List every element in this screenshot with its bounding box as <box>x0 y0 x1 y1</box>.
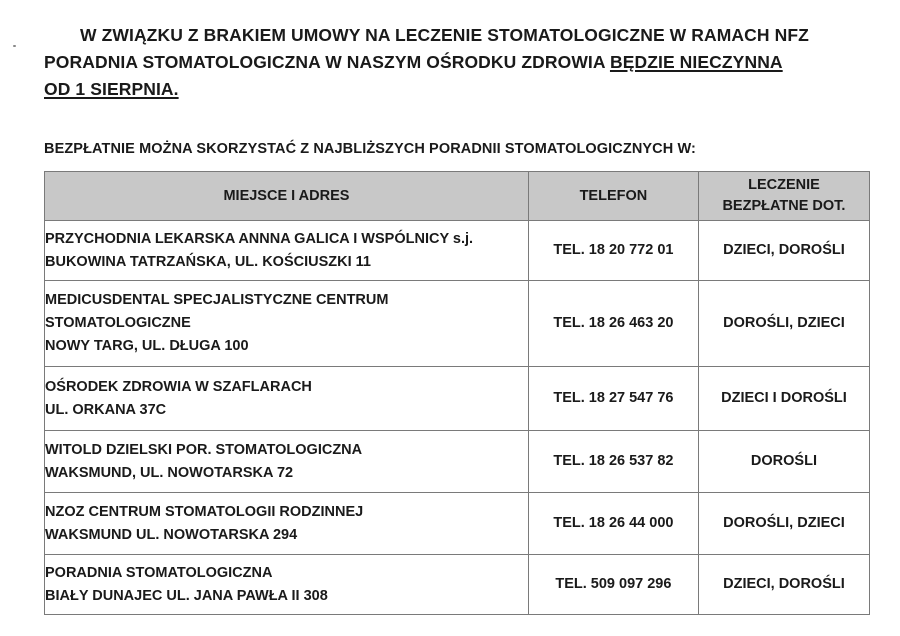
clinic-phone: TEL. 18 20 772 01 <box>528 221 698 281</box>
clinic-coverage: DZIECI, DOROŚLI <box>698 555 869 615</box>
clinic-name: PRZYCHODNIA LEKARSKA ANNNA GALICA I WSPÓLNICY s.j. <box>45 230 474 247</box>
notice-date-emphasis: OD 1 SIERPNIA. <box>44 79 179 99</box>
clinic-name: OŚRODEK ZDROWIA W SZAFLARACH <box>45 378 312 395</box>
table-header-row <box>45 172 870 221</box>
clinic-address-cell <box>45 493 529 555</box>
clinic-phone: TEL. 18 26 44 000 <box>528 493 698 555</box>
notice-closed-emphasis: BĘDZIE NIECZYNNA <box>609 52 783 72</box>
clinic-name: MEDICUSDENTAL SPECJALISTYCZNE CENTRUM <box>45 292 389 308</box>
table-row <box>45 431 870 493</box>
clinic-address-line: NOWY TARG, UL. DŁUGA 100 <box>45 338 249 354</box>
clinic-phone: TEL. 509 097 296 <box>528 555 698 615</box>
clinic-address-line: BIAŁY DUNAJEC UL. JANA PAWŁA II 308 <box>45 587 328 604</box>
header-coverage: LECZENIE BEZPŁATNE DOT. <box>698 172 869 221</box>
table-row <box>45 493 870 555</box>
table-row <box>45 555 870 615</box>
clinic-address-cell <box>45 431 529 493</box>
alternatives-heading: BEZPŁATNIE MOŻNA SKORZYSTAĆ Z NAJBLIŻSZYCH PORADNII STOMATOLOGICZNYCH W: <box>44 141 696 157</box>
clinic-address-line: WAKSMUND UL. NOWOTARSKA 294 <box>45 526 298 543</box>
clinic-name: WITOLD DZIELSKI POR. STOMATOLOGICZNA <box>45 441 363 458</box>
clinic-name: NZOZ CENTRUM STOMATOLOGII RODZINNEJ <box>45 503 364 520</box>
notice-line-2: PORADNIA STOMATOLOGICZNA W NASZYM OŚRODKU ZDROWIA BĘDZIE NIECZYNNA <box>44 52 783 72</box>
table-row <box>45 221 870 281</box>
header-phone: TELEFON <box>528 172 698 221</box>
clinic-address-cell <box>45 221 529 281</box>
notice-line-1: W ZWIĄZKU Z BRAKIEM UMOWY NA LECZENIE STOMATOLOGICZNE W RAMACH NFZ <box>80 25 809 45</box>
clinic-phone: TEL. 18 26 463 20 <box>528 281 698 367</box>
scan-speck <box>13 45 16 47</box>
clinic-coverage: DZIECI, DOROŚLI <box>698 221 869 281</box>
clinic-coverage: DOROŚLI, DZIECI <box>698 281 869 367</box>
clinic-address-cell <box>45 281 529 367</box>
notice-line-3 <box>44 76 844 103</box>
header-address: MIEJSCE I ADRES <box>45 172 529 221</box>
clinic-coverage: DZIECI I DOROŚLI <box>698 367 869 431</box>
table-row <box>45 367 870 431</box>
clinic-address-line: WAKSMUND, UL. NOWOTARSKA 72 <box>45 464 294 481</box>
clinic-address-line: UL. ORKANA 37C <box>45 401 167 418</box>
clinics-table <box>44 171 870 615</box>
clinic-coverage: DOROŚLI <box>698 431 869 493</box>
table-row <box>45 281 870 367</box>
clinic-address-line: BUKOWINA TATRZAŃSKA, UL. KOŚCIUSZKI 11 <box>45 253 371 270</box>
clinic-address-cell <box>45 367 529 431</box>
clinic-address-cell <box>45 555 529 615</box>
clinic-name: PORADNIA STOMATOLOGICZNA <box>45 564 273 581</box>
clinic-phone: TEL. 18 27 547 76 <box>528 367 698 431</box>
clinic-phone: TEL. 18 26 537 82 <box>528 431 698 493</box>
clinic-coverage: DOROŚLI, DZIECI <box>698 493 869 555</box>
clinic-address-line: STOMATOLOGICZNE <box>45 315 191 331</box>
closure-notice <box>44 22 844 103</box>
